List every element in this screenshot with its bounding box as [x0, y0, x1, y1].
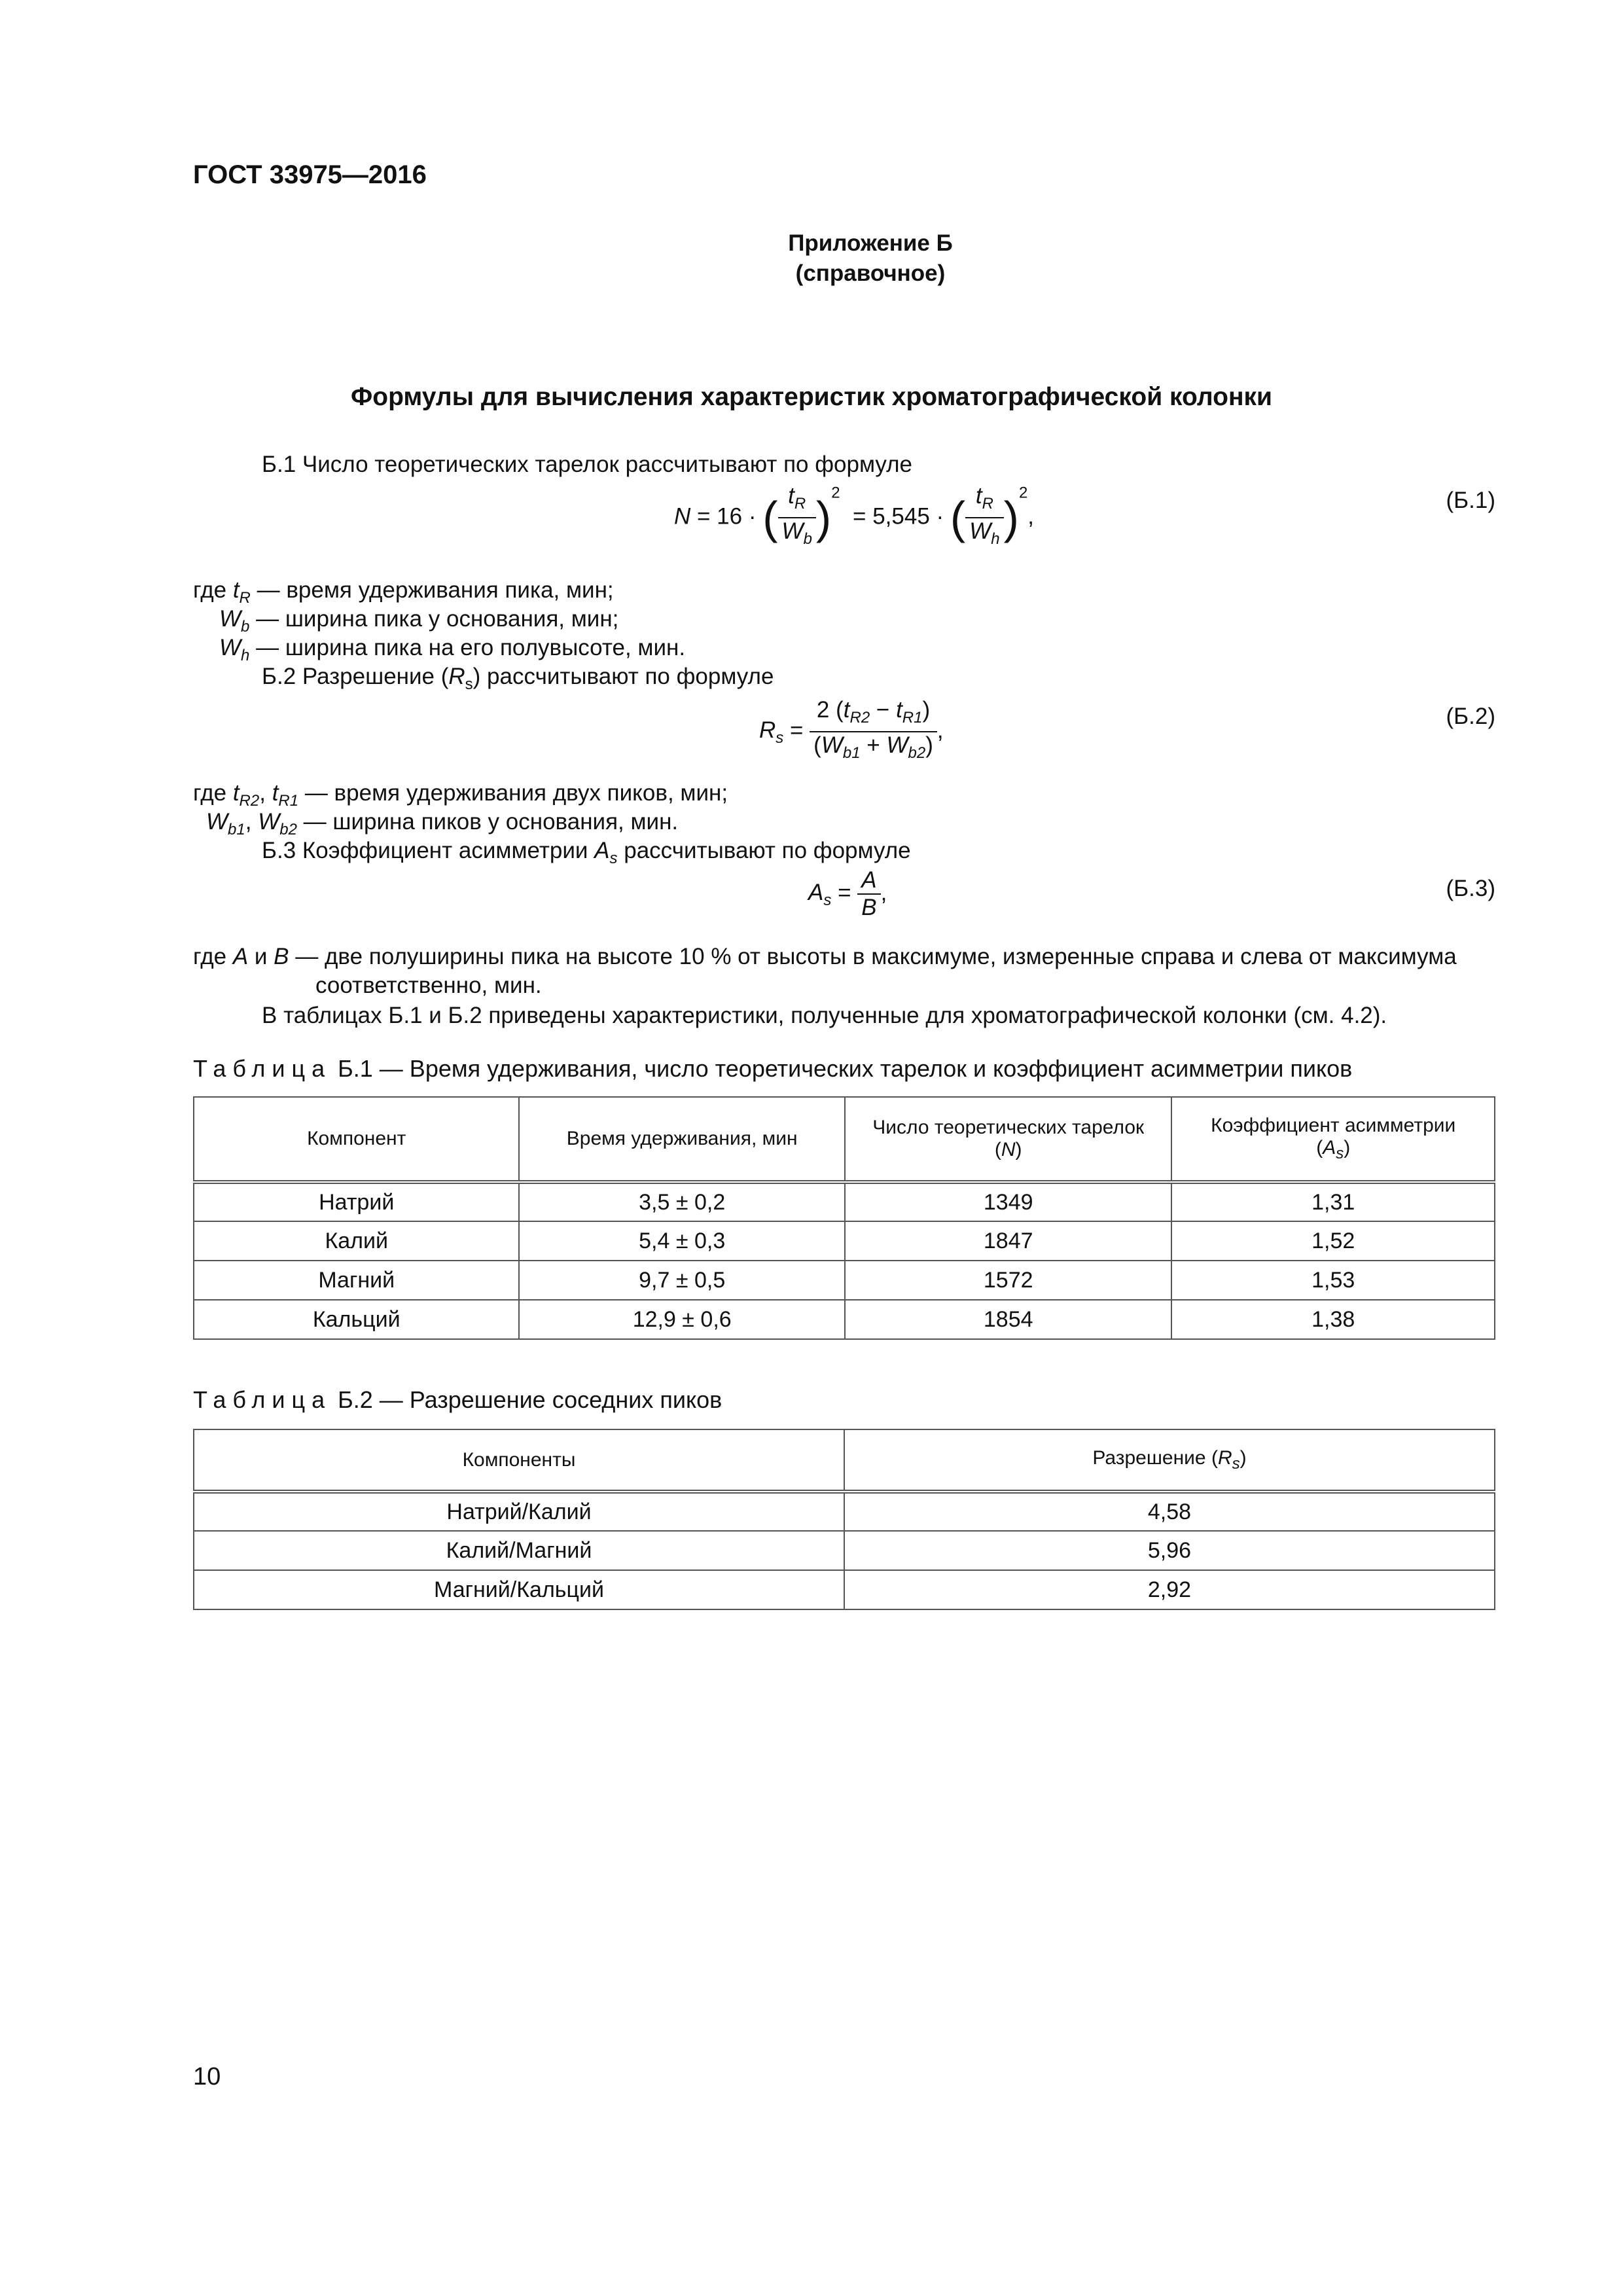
b3-where-line2: соответственно, мин.: [315, 973, 542, 998]
equation-number-b2: (Б.2): [1446, 704, 1495, 729]
equation-number-b1: (Б.1): [1446, 488, 1495, 513]
table-row: Магний 9,7 ± 0,5 1572 1,53: [194, 1261, 1495, 1300]
appendix-kind: (справочное): [795, 260, 946, 286]
table2-header-resolution: Разрешение $(R_s)$: [844, 1429, 1495, 1492]
table-row: Магний/Кальций 2,92: [194, 1570, 1495, 1609]
page-number: 10: [193, 2063, 221, 2090]
table-resolution: [193, 1429, 1495, 1610]
formula-b1: N = 16 · ( $\frac{t_R}{W_b}$ )$^2$ = 5,545 · ( $\frac{t_R}{W_h}$ )$^2$,: [674, 483, 1035, 548]
table2-caption: Таблица Б.2 — Разрешение соседних пиков: [193, 1386, 722, 1413]
b1-intro: Б.1 Число теоретических тарелок рассчитывают по формуле: [262, 452, 913, 477]
table1-header-retention: Время удерживания, мин: [519, 1097, 845, 1182]
b1-where-tr: где $t_R$ — время удерживания пика, мин;: [193, 577, 614, 607]
table1-header-asymmetry: Коэффициент асимметрии $(A_s)$: [1171, 1097, 1495, 1182]
table1-header-component: Компонент: [194, 1097, 519, 1182]
b2-where-widths: $W_{b1}$, $W_{b2}$ — ширина пиков у основания, мин.: [206, 809, 679, 838]
b1-where-wh: $W_h$ — ширина пика на его полувысоте, мин.: [219, 635, 686, 664]
b1-where-wb: $W_b$ — ширина пика у основания, мин;: [219, 606, 619, 636]
b2-intro: Б.2 Разрешение $(R_s)$ рассчитывают по формуле: [262, 664, 774, 693]
formula-b2: $R_s$ = $\frac{2 (t_{R2} - t_{R1})}{(W_{b1} + W_{b2})}$ ,: [759, 697, 944, 762]
table2-header-components: Компоненты: [194, 1429, 844, 1492]
table-row: Калий 5,4 ± 0,3 1847 1,52: [194, 1221, 1495, 1261]
b2-where-times: где $t_{R2}$, $t_{R1}$ — время удерживания двух пиков, мин;: [193, 780, 728, 810]
b3-intro: Б.3 Коэффициент асимметрии $A_s$ рассчитывают по формуле: [262, 838, 911, 867]
table-row: Натрий 3,5 ± 0,2 1349 1,31: [194, 1182, 1495, 1221]
table-retention: [193, 1096, 1495, 1340]
tables-note: В таблицах Б.1 и Б.2 приведены характеристики, полученные для хроматографической колонки (см. 4.2).: [262, 1003, 1387, 1028]
table-row: Натрий/Калий 4,58: [194, 1492, 1495, 1531]
table1-header-plates: Число теоретических тарелок (N): [845, 1097, 1172, 1182]
table1-caption: Таблица Б.1 — Время удерживания, число теоретических тарелок и коэффициент асимметрии пиков: [193, 1055, 1353, 1082]
b3-where-line1: где A и B — две полуширины пика на высоте 10 % от высоты в максимуме, измеренные справа и слева от максимума: [193, 944, 1457, 969]
table-row: Калий/Магний 5,96: [194, 1531, 1495, 1570]
page-title: Формулы для вычисления характеристик хроматографической колонки: [351, 383, 1272, 411]
appendix-name: Приложение Б: [788, 230, 953, 256]
equation-number-b3: (Б.3): [1446, 876, 1495, 901]
formula-b3: $A_s$ = $\frac{A}{B}$ ,: [808, 867, 887, 920]
table-row: Кальций 12,9 ± 0,6 1854 1,38: [194, 1300, 1495, 1339]
document-header: ГОСТ 33975—2016: [193, 160, 427, 189]
